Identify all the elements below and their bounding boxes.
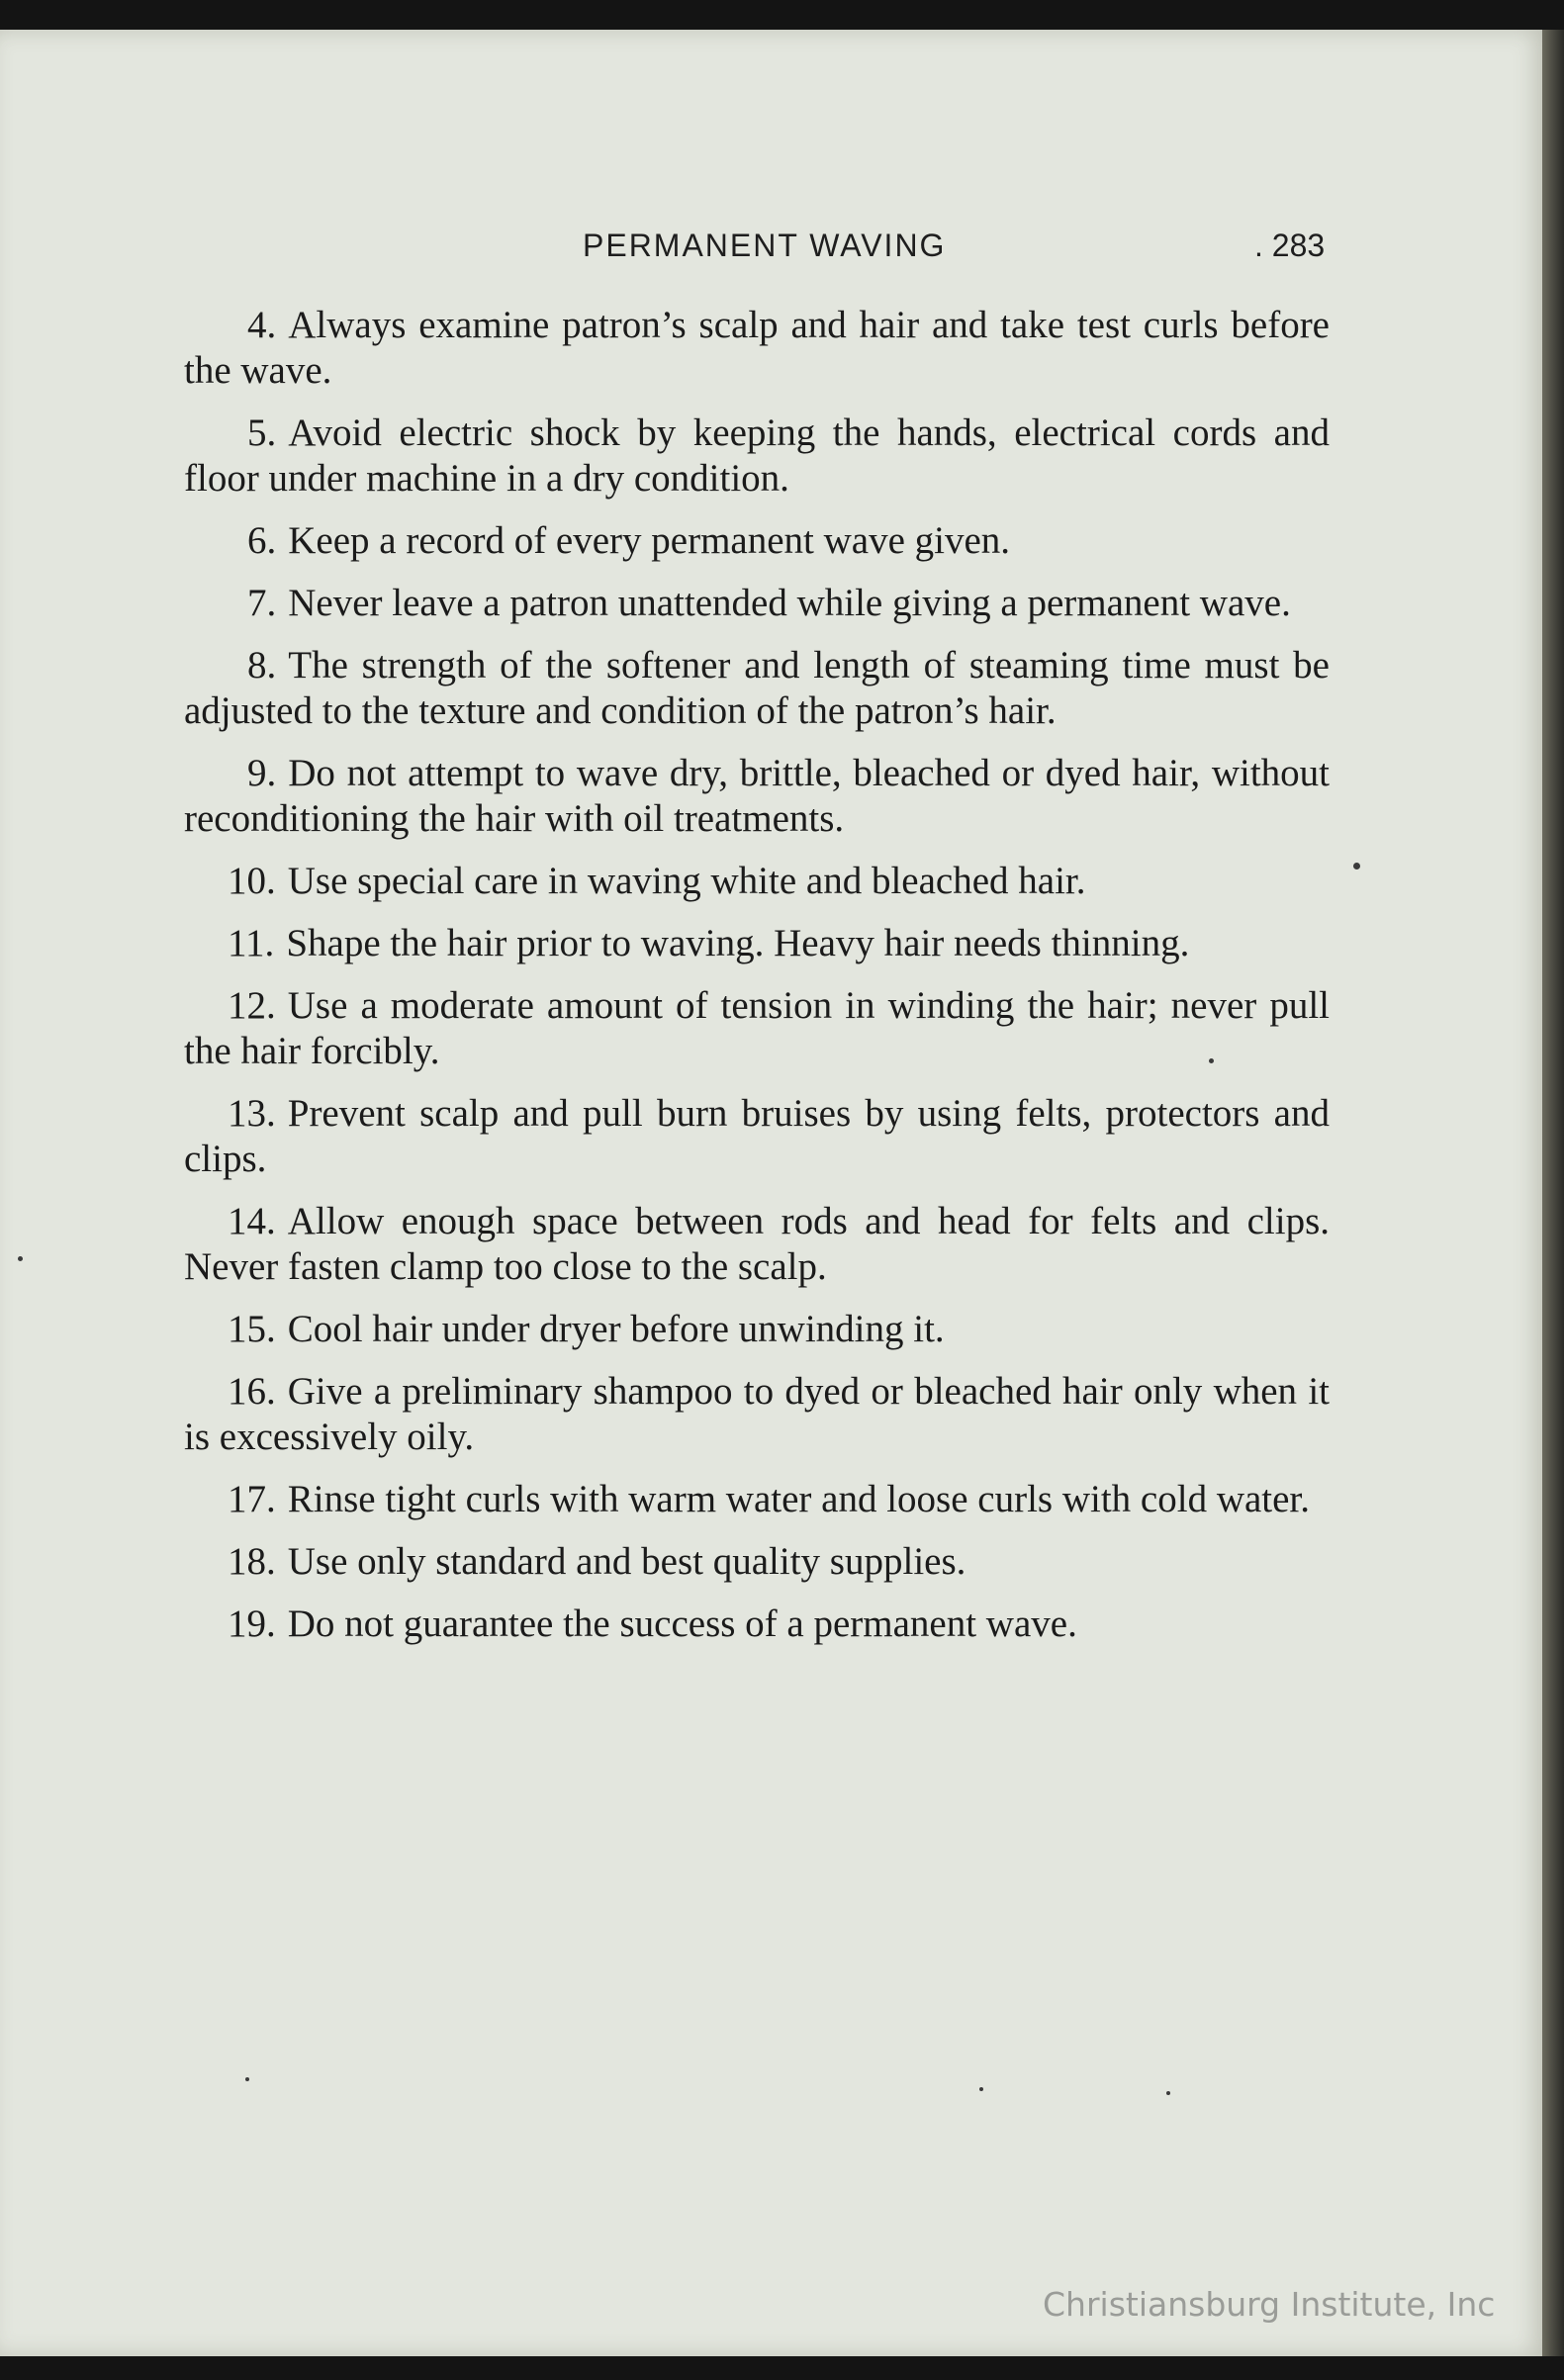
rule-text: Always examine patron’s scalp and hair and take test curls before the wave. <box>184 304 1330 392</box>
rule-item <box>184 581 1330 626</box>
rule-number: 6. <box>247 519 277 562</box>
paper-speck <box>1353 863 1360 870</box>
rule-number: 16. <box>228 1370 276 1413</box>
rule-number: 12. <box>228 984 276 1027</box>
rule-text: Do not attempt to wave dry, brittle, bleached or dyed hair, without reconditioning the hair with oil treatments. <box>184 752 1330 840</box>
rule-text: Use a moderate amount of tension in winding the hair; never pull the hair forcibly. <box>184 984 1330 1072</box>
rule-item <box>184 1307 1330 1352</box>
rule-text: Never leave a patron unattended while giving a permanent wave. <box>288 582 1291 624</box>
rule-number: 11. <box>228 922 275 964</box>
paper-speck <box>1209 1058 1214 1063</box>
rule-text: Cool hair under dryer before unwinding it. <box>287 1308 945 1350</box>
rule-number: 10. <box>228 860 276 902</box>
rule-text: Use only standard and best quality supplies. <box>287 1540 966 1583</box>
rule-number: 14. <box>228 1200 276 1242</box>
rule-text: Avoid electric shock by keeping the hands, electrical cords and floor under machine in a dry condition. <box>184 412 1330 500</box>
rule-text: Allow enough space between rods and head for felts and clips. Never fasten clamp too close to the scalp. <box>184 1200 1330 1288</box>
rule-item <box>184 1091 1330 1182</box>
rule-number: 19. <box>228 1602 276 1645</box>
paper-speck <box>1166 2091 1170 2095</box>
page-number: . 283 <box>1254 228 1326 263</box>
paper-speck <box>18 1256 23 1261</box>
rule-number: 7. <box>247 582 277 624</box>
rule-text: Use special care in waving white and bleached hair. <box>287 860 1086 902</box>
rule-item <box>184 1477 1330 1522</box>
rule-item <box>184 643 1330 734</box>
rule-number: 9. <box>247 752 277 794</box>
rule-item <box>184 1369 1330 1460</box>
rule-number: 5. <box>247 412 277 454</box>
rule-item <box>184 921 1330 966</box>
rule-item <box>184 983 1330 1074</box>
rule-item <box>184 859 1330 904</box>
rule-text: Do not guarantee the success of a permanent wave. <box>287 1602 1077 1645</box>
rule-text: Keep a record of every permanent wave given. <box>288 519 1011 562</box>
page-header <box>0 228 1545 271</box>
rule-item <box>184 411 1330 502</box>
rule-text: The strength of the softener and length of steaming time must be adjusted to the texture and condition of the patron’s hair. <box>184 644 1330 732</box>
rule-number: 15. <box>228 1308 276 1350</box>
rule-number: 18. <box>228 1540 276 1583</box>
paper-speck <box>979 2087 983 2091</box>
running-title: PERMANENT WAVING <box>583 228 947 263</box>
paper-speck <box>245 2077 249 2081</box>
book-page <box>0 30 1545 2356</box>
rule-number: 17. <box>228 1478 276 1520</box>
rule-item <box>184 1602 1330 1647</box>
watermark: Christiansburg Institute, Inc <box>1043 2285 1496 2324</box>
rule-item <box>184 751 1330 842</box>
rule-text: Rinse tight curls with warm water and loose curls with cold water. <box>287 1478 1311 1520</box>
rules-list <box>184 303 1330 1664</box>
rule-item <box>184 518 1330 564</box>
rule-item <box>184 1539 1330 1585</box>
rule-item <box>184 303 1330 394</box>
rule-number: 4. <box>247 304 277 346</box>
rule-number: 8. <box>247 644 277 687</box>
rule-text: Give a preliminary shampoo to dyed or bleached hair only when it is excessively oily. <box>184 1370 1330 1458</box>
page-edge-shadow <box>1542 30 1564 2356</box>
rule-text: Shape the hair prior to waving. Heavy hair needs thinning. <box>286 922 1190 964</box>
rule-number: 13. <box>228 1092 276 1135</box>
rule-item <box>184 1199 1330 1290</box>
rule-text: Prevent scalp and pull burn bruises by using felts, protectors and clips. <box>184 1092 1330 1180</box>
